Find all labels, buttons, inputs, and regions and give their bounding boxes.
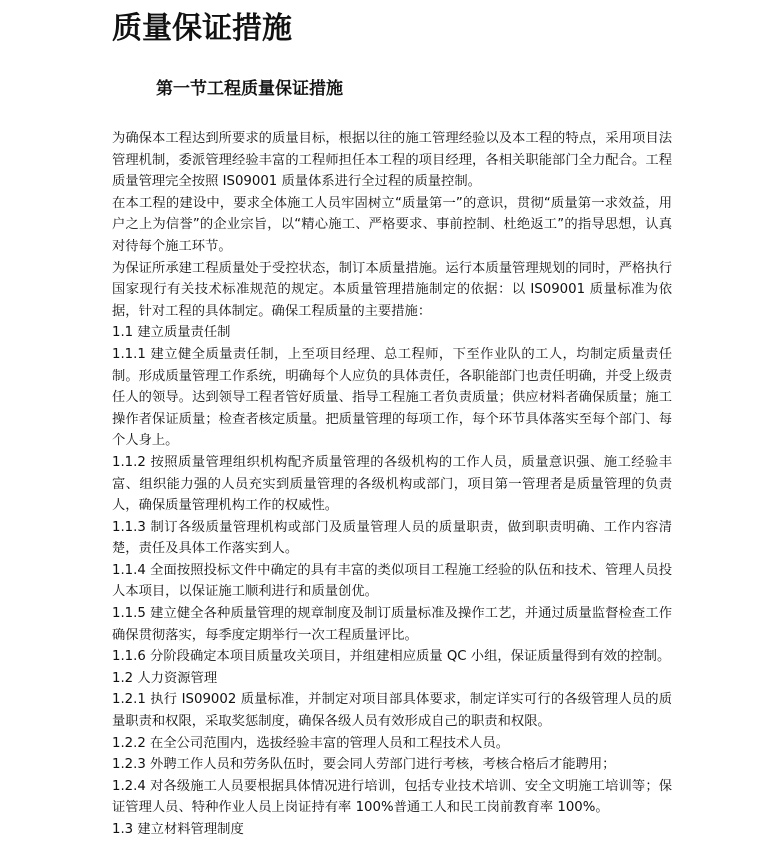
paragraph: 在本工程的建设中，要求全体施工人员牢固树立“质量第一”的意识，贯彻“质量第一求效益，用户之上为信誉”的企业宗旨，以“精心施工、严格要求、事前控制、杜绝返工”的指导思想，认真对待每个施工环节。 [112,195,672,254]
paragraph: 1.1.2 按照质量管理组织机构配齐质量管理的各级机构的工作人员，质量意识强、施工经验丰富、组织能力强的人员充实到质量管理的各级机构或部门，项目第一管理者是质量管理的负责人，确保质量管理机构工作的权威性。 [112,454,672,514]
document-body [112,128,672,841]
paragraph: 1.1.5 建立健全各种质量管理的规章制度及制订质量标准及操作工艺，并通过质量监督检查工作确保贯彻落实，每季度定期举行一次工程质量评比。 [112,606,672,643]
section-title: 第一节工程质量保证措施 [156,79,343,99]
paragraph: 1.2.4 对各级施工人员要根据具体情况进行培训，包括专业技术培训、安全文明施工培训等；保证管理人员、特种作业人员上岗证持有率 100%普通工人和民工岗前教育率 100%。 [112,778,672,816]
paragraph: 为保证所承建工程质量处于受控状态，制订本质量措施。运行本质量管理规划的同时，严格执行国家现行有关技术标准规范的规定。本质量管理措施制定的依据：以 IS09001 质量标准为依据，针对工程的具体制定。确保工程质量的主要措施： [112,260,672,319]
subsection-heading: 1.1 建立质量责任制 [112,325,231,341]
subsection-heading: 1.3 建立材料管理制度 [112,822,244,837]
paragraph: 为确保本工程达到所要求的质量目标，根据以往的施工管理经验以及本工程的特点，采用项目法管理机制，委派管理经验丰富的工程师担任本工程的项目经理，各相关职能部门全力配合。工程质量管理完全按照 IS09001 质量体系进行全过程的质量控制。 [112,131,672,190]
paragraph: 1.1.3 制订各级质量管理机构或部门及质量管理人员的质量职责，做到职责明确、工作内容清楚，责任及具体工作落实到人。 [112,519,672,557]
paragraph: 1.2.3 外聘工作人员和劳务队伍时，要会同人劳部门进行考核，考核合格后才能聘用； [112,757,616,773]
paragraph: 1.2.1 执行 IS09002 质量标准，并制定对项目部具体要求，制定详实可行的各级管理人员的质量职责和权限，采取奖惩制度，确保各级人员有效形成自己的职责和权限。 [112,692,672,730]
subsection-heading: 1.2 人力资源管理 [112,670,218,686]
paragraph: 1.1.4 全面按照投标文件中确定的具有丰富的类似项目工程施工经验的队伍和技术、管理人员投人本项目，以保证施工顺利进行和质量创优。 [112,562,672,600]
paragraph: 1.2.2 在全公司范围内，选拔经验丰富的管理人员和工程技术人员。 [112,735,510,751]
paragraph: 1.1.1 建立健全质量责任制，上至项目经理、总工程师，下至作业队的工人，均制定质量责任制。形成质量管理工作系统，明确每个人应负的具体责任，各职能部门也责任明确，并受上级责任人的领导。达到领导工程者管好质量、指导工程施工者负责质量；供应材料者确保质量；施工操作者保证质量；检查者核定质量。把质量管理的每项工作，每个环节具体落实至每个部门、每个人身上。 [112,346,672,449]
page-title: 质量保证措施 [112,11,292,46]
paragraph: 1.1.6 分阶段确定本项目质量攻关项目，并组建相应质量 QC 小组，保证质量得到有效的控制。 [112,649,671,665]
